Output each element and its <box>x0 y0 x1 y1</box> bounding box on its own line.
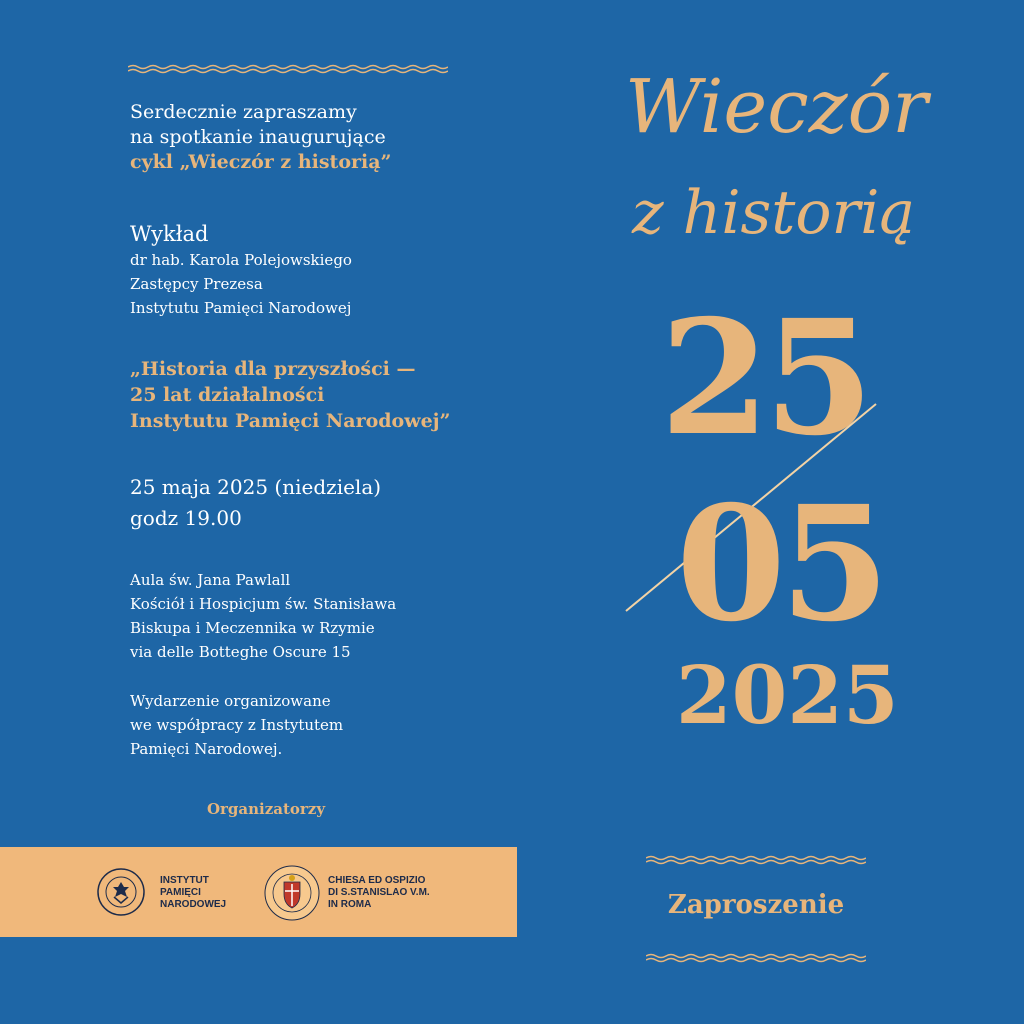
cycle-title-line-2: z historią <box>632 178 916 248</box>
big-date-day: 25 <box>660 286 868 471</box>
cooperation-line-3: Pamięci Narodowej. <box>130 740 283 758</box>
talk-title-line-1: „Historia dla przyszłości — <box>130 358 416 380</box>
lecturer-line-3: Instytutu Pamięci Narodowej <box>130 299 352 317</box>
event-datetime <box>130 472 381 534</box>
cycle-title-line-1: Wieczór <box>625 64 928 150</box>
talk-title-line-2: 25 lat działalności <box>130 384 325 406</box>
invitation-line-2: na spotkanie inaugurujące <box>130 126 386 148</box>
ipn-logo-line-3: NARODOWEJ <box>160 899 227 910</box>
ipn-logo-text <box>160 875 226 911</box>
talk-title-line-3: Instytutu Pamięci Narodowej” <box>130 410 451 432</box>
organizers-logo-band <box>0 847 517 937</box>
church-logo-line-1: CHIESA ED OSPIZIO <box>328 875 426 886</box>
invitation-line-3: cykl „Wieczór z historią” <box>130 151 392 173</box>
invitation-label: Zaproszenie <box>667 890 845 920</box>
wave-divider-top-left <box>128 64 448 74</box>
church-logo-text <box>328 875 430 911</box>
ipn-logo-line-2: PAMIĘCI <box>160 887 201 898</box>
cooperation-line-1: Wydarzenie organizowane <box>130 692 331 710</box>
venue-line-4: via delle Botteghe Oscure 15 <box>130 643 351 661</box>
lecturer-line-2: Zastępcy Prezesa <box>130 275 263 293</box>
invitation-line-1: Serdecznie zapraszamy <box>130 101 357 123</box>
big-date-year: 2025 <box>676 648 899 742</box>
venue-line-2: Kościół i Hospicjum św. Stanisława <box>130 595 397 613</box>
lecturer-block <box>130 248 352 320</box>
cooperation-note <box>130 689 343 761</box>
wave-divider-right-bottom <box>646 953 866 963</box>
church-logo-line-3: IN ROMA <box>328 899 372 910</box>
lecture-heading: Wykład <box>130 222 209 246</box>
talk-title <box>130 356 450 434</box>
event-time: godz 19.00 <box>130 506 242 530</box>
church-logo-line-2: DI S.STANISLAO V.M. <box>328 887 430 898</box>
cooperation-line-2: we współpracy z Instytutem <box>130 716 344 734</box>
venue-block <box>130 568 396 664</box>
wave-divider-right-top <box>646 855 866 865</box>
venue-line-3: Biskupa i Meczennika w Rzymie <box>130 619 375 637</box>
invitation-block <box>130 100 530 175</box>
organizers-label: Organizatorzy <box>206 800 326 818</box>
ipn-seal-logo <box>96 867 146 917</box>
church-seal-logo <box>263 864 321 922</box>
ipn-logo-line-1: INSTYTUT <box>160 875 209 886</box>
venue-line-1: Aula św. Jana Pawlall <box>130 571 291 589</box>
big-date-month: 05 <box>676 472 884 657</box>
lecturer-line-1: dr hab. Karola Polejowskiego <box>130 251 352 269</box>
event-date: 25 maja 2025 (niedziela) <box>130 475 382 499</box>
